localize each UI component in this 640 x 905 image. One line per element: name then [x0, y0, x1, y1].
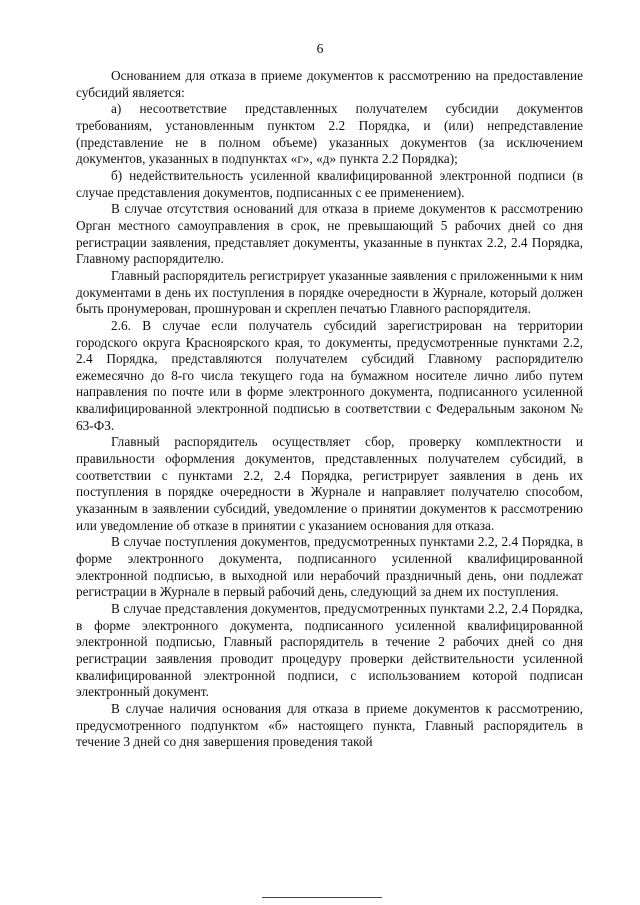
paragraph-refusal-grounds: Основанием для отказа в приеме документов к рассмотрению на предоставление субсидий является: [76, 68, 583, 100]
paragraph-refusal-case: В случае наличия основания для отказа в приеме документов к рассмотрению, предусмотренного подпунктом «б» настоящего пункта, Главный распорядитель в течение 3 дней со дня завершения проведения такой [76, 700, 583, 750]
paragraph-item-a: а) несоответствие представленных получателем субсидии документов требованиям, установленным пунктом 2.2 Порядка, и (или) непредставление (представление не в полном объеме) указанных документов (за исключением документов, указанных в подпунктах «г», «д» пункта 2.2 Порядка); [76, 101, 583, 167]
document-body [76, 68, 583, 751]
paragraph-section-2-6: 2.6. В случае если получатель субсидий зарегистрирован на территории городского округа Красноярского края, то документы, предусмотренные пунктами 2.2, 2.4 Порядка, представляются получателем субсидий Главному распорядителю ежемесячно до 8-го числа текущего года на бумажном носителе лично либо путем направления по почте или в форме электронного документа, подписанного усиленной квалифицированной электронной подписью в соответствии с Федеральным законом № 63-ФЗ. [76, 317, 583, 433]
paragraph-holiday-receipt: В случае поступления документов, предусмотренных пунктами 2.2, 2.4 Порядка, в форме электронного документа, подписанного усиленной квалифицированной электронной подписью, в выходной или нерабочий праздничный день, они подлежат регистрации в Журнале в первый рабочий день, следующий за днем их поступления. [76, 534, 583, 600]
paragraph-collection-check: Главный распорядитель осуществляет сбор, проверку комплектности и правильности оформления документов, представленных получателем субсидий, в соответствии с пунктами 2.2, 2.4 Порядка, регистрирует заявления в день их поступления в порядке очередности в Журнале и направляет получателю способом, указанным в заявлении субсидий, уведомление о принятии документов к рассмотрению или уведомление об отказе в принятии с указанием основания для отказа. [76, 434, 583, 533]
footer-divider [262, 897, 382, 898]
paragraph-signature-check: В случае представления документов, предусмотренных пунктами 2.2, 2.4 Порядка, в форме электронного документа, подписанного усиленной квалифицированной электронной подписью, Главный распорядитель в течение 2 рабочих дней со дня регистрации заявления проводит процедуру проверки действительности усиленной квалифицированной электронной подписи, с использованием которой подписан электронный документ. [76, 601, 583, 700]
paragraph-no-grounds: В случае отсутствия оснований для отказа в приеме документов к рассмотрению Орган местного самоуправления в срок, не превышающий 5 рабочих дней со дня регистрации заявления, представляет документы, указанные в пунктах 2.2, 2.4 Порядка, Главному распорядителю. [76, 201, 583, 267]
paragraph-item-b: б) недействительность усиленной квалифицированной электронной подписи (в случае представления документов, подписанных с ее применением). [76, 167, 583, 200]
paragraph-registration: Главный распорядитель регистрирует указанные заявления с приложенными к ним документами в день их поступления в порядке очередности в Журнале, который должен быть пронумерован, прошнурован и скреплен печатью Главного распорядителя. [76, 267, 583, 317]
page-number: 6 [316, 41, 324, 56]
